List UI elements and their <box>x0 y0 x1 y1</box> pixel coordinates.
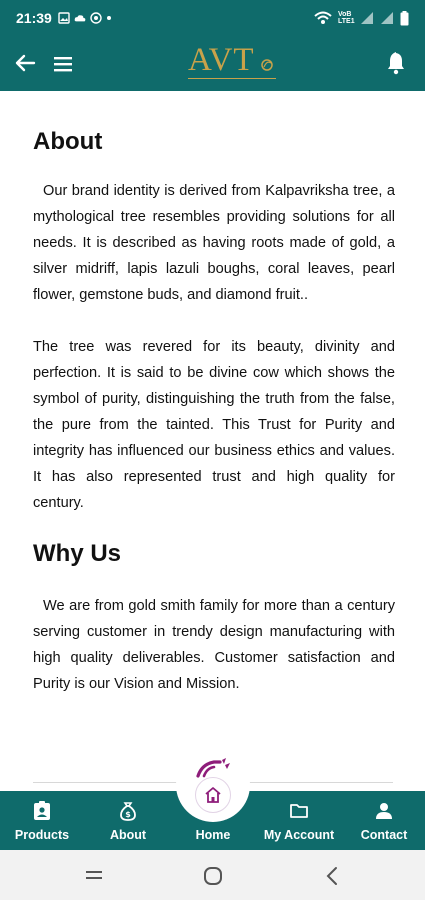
about-paragraph-1: Our brand identity is derived from Kalpavriksha tree, a mythological tree resembles providing solutions for all needs. It is described as having roots made of gold, a silver midriff, lapis lazuli boughs, coral leaves, pearl flower, gemstone buds, and diamond fruit.. <box>33 183 395 303</box>
id-badge-icon <box>32 801 52 821</box>
battery-icon <box>400 11 409 26</box>
app-bar <box>0 36 425 91</box>
why-us-title: Why Us <box>33 540 122 567</box>
recent-apps-icon[interactable] <box>84 866 104 884</box>
nav-label-home: Home <box>195 828 231 842</box>
whatsapp-icon <box>90 12 102 24</box>
signal-icon <box>360 11 374 25</box>
logo-text: AVT <box>188 42 255 78</box>
status-bar <box>0 0 425 36</box>
notification-bell-icon[interactable] <box>385 51 407 75</box>
logo-leaf-icon <box>260 58 274 72</box>
wifi-icon <box>314 11 332 25</box>
home-system-icon[interactable] <box>203 866 223 886</box>
nav-item-contact[interactable] <box>358 791 410 850</box>
nav-label-products: Products <box>14 828 70 842</box>
system-navigation-bar <box>0 850 425 900</box>
home-icon <box>204 786 222 804</box>
brand-logo <box>188 42 278 84</box>
status-time: 21:39 <box>16 10 52 26</box>
dot-icon <box>106 15 112 21</box>
folder-icon <box>289 801 309 821</box>
back-system-icon[interactable] <box>324 866 340 886</box>
nav-item-about[interactable] <box>105 791 151 850</box>
nav-label-about: About <box>109 828 147 842</box>
signal-icon-secondary <box>380 11 394 25</box>
nav-label-my-account: My Account <box>263 828 335 842</box>
cloud-icon <box>74 12 86 24</box>
about-title: About <box>33 128 103 155</box>
person-icon <box>374 801 394 821</box>
back-arrow-icon[interactable] <box>14 52 36 74</box>
network-type-label: VoB LTE1 <box>338 11 355 25</box>
money-bag-icon <box>118 801 138 821</box>
image-icon <box>58 12 70 24</box>
hamburger-menu-icon[interactable] <box>52 53 74 75</box>
nav-item-products[interactable] <box>11 791 73 850</box>
home-button[interactable] <box>195 777 231 813</box>
why-us-paragraph: We are from gold smith family for more than a century serving customer in trendy design manufacturing with high quality deliverables. Customer satisfaction and Purity is our Vision and Mission. <box>33 598 395 692</box>
status-notification-icons <box>58 12 112 24</box>
svg-text:$: $ <box>125 810 131 819</box>
about-paragraph-2: The tree was revered for its beauty, divinity and perfection. It is said to be divine cow which shows the symbol of purity, distinguishing the truth from the false, the pure from the tainted. This Trust for Purity and integrity has influenced our business ethics and values. It has also represented trust and high quality for century. <box>33 339 395 511</box>
nav-label-contact: Contact <box>360 828 408 842</box>
logo-underline <box>188 78 276 82</box>
nav-item-my-account[interactable] <box>262 791 336 850</box>
